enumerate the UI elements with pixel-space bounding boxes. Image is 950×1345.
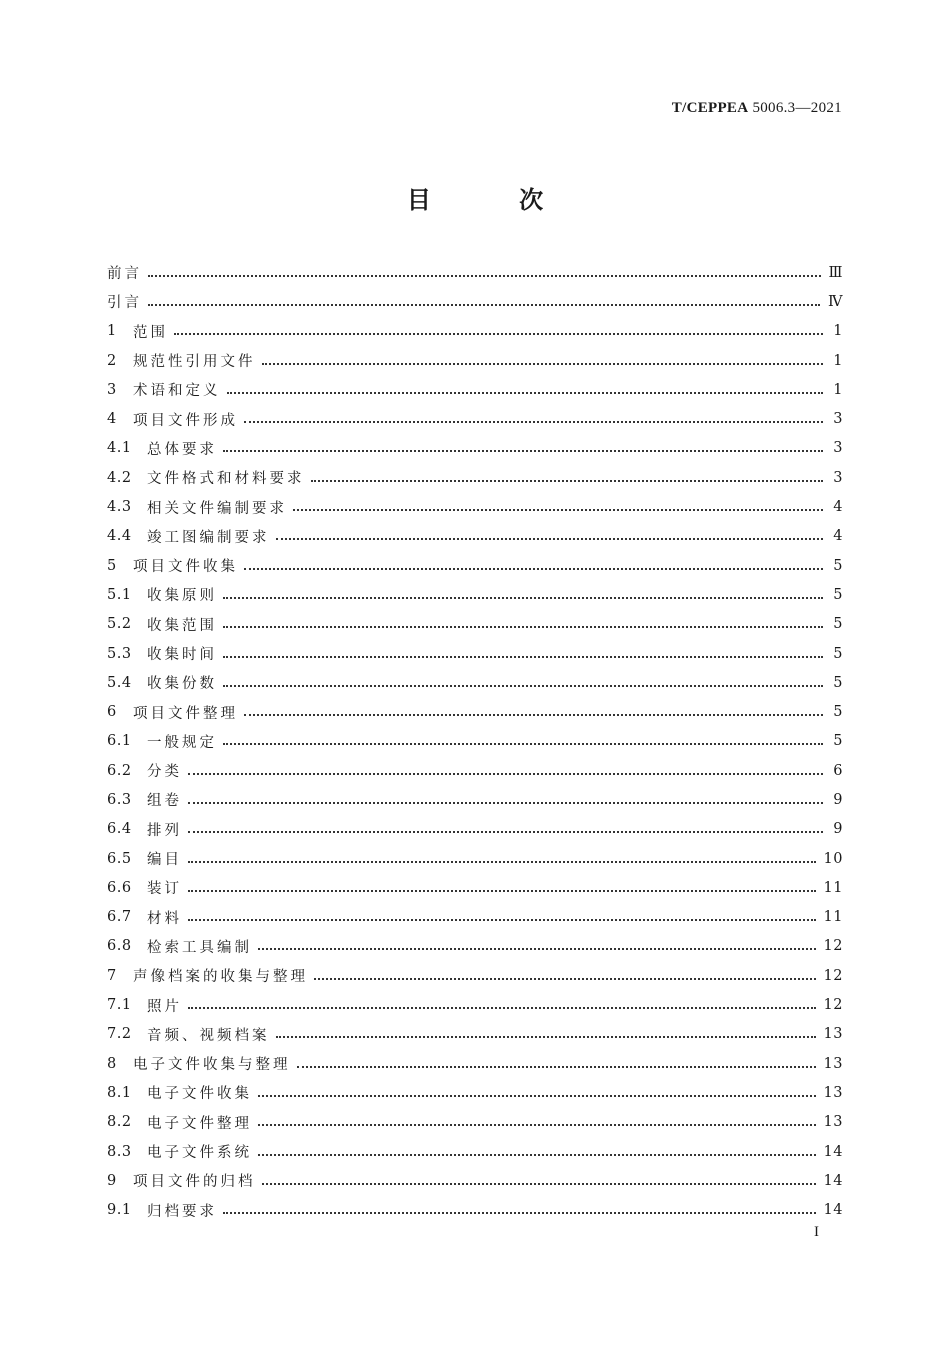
toc-entry-label: 材料 [147, 910, 182, 927]
toc-dot-leader [223, 1203, 816, 1217]
toc-entry[interactable] [107, 551, 843, 580]
toc-entry-page: 10 [823, 850, 843, 867]
toc-entry-page: 14 [823, 1202, 843, 1219]
toc-dot-leader [258, 1115, 816, 1129]
toc-entry[interactable] [107, 610, 843, 639]
toc-entry[interactable] [107, 1196, 843, 1225]
toc-entry-number: 4.3 [107, 499, 132, 516]
toc-entry-page: 5 [833, 616, 843, 633]
toc-entry-number: 6.7 [107, 909, 132, 926]
toc-entry-page: 13 [823, 1055, 843, 1072]
toc-entry-page: 5 [833, 586, 843, 603]
toc-entry-number: 5.3 [107, 645, 132, 662]
toc-dot-leader [262, 354, 824, 368]
toc-entry[interactable] [107, 1078, 843, 1107]
document-code-number: 5006.3—2021 [752, 100, 842, 116]
toc-entry[interactable] [107, 1137, 843, 1166]
toc-entry-number: 5.2 [107, 616, 132, 633]
toc-entry-label: 分类 [147, 764, 182, 781]
toc-entry-label: 收集时间 [147, 647, 217, 663]
toc-entry-label: 音频、视频档案 [147, 1027, 270, 1044]
toc-entry-label: 项目文件收集 [133, 559, 238, 576]
toc-entry-number: 8.3 [107, 1143, 132, 1160]
toc-entry-page: 13 [823, 1084, 843, 1101]
toc-dot-leader [314, 969, 816, 983]
toc-entry[interactable] [107, 785, 843, 814]
toc-dot-leader [262, 1174, 816, 1188]
toc-entry[interactable] [107, 1166, 843, 1195]
toc-entry-number: 6.5 [107, 850, 132, 867]
toc-entry[interactable] [107, 756, 843, 785]
toc-entry-page: 1 [833, 352, 843, 369]
toc-entry-label: 规范性引用文件 [133, 354, 256, 371]
toc-entry-number: 5.1 [107, 586, 132, 603]
toc-entry-page: 11 [823, 879, 843, 896]
toc-entry-label: 组卷 [147, 793, 182, 810]
toc-entry-label: 收集份数 [147, 676, 217, 693]
toc-entry-page: 1 [833, 323, 843, 340]
toc-entry-number: 1 [107, 323, 117, 340]
toc-entry-label: 竣工图编制要求 [147, 529, 270, 546]
table-of-contents [107, 258, 843, 1225]
document-code-prefix: T/CEPPEA [671, 100, 749, 116]
toc-entry-label: 归档要求 [147, 1203, 217, 1220]
toc-dot-leader [258, 1145, 816, 1159]
toc-entry-page: 3 [833, 440, 843, 457]
toc-entry-number: 7.2 [107, 1026, 132, 1043]
toc-dot-leader [276, 1027, 816, 1041]
toc-dot-leader [188, 822, 823, 836]
toc-entry-number: 6.8 [107, 938, 132, 955]
toc-entry-label: 电子文件系统 [147, 1145, 252, 1162]
toc-entry-page: 1 [833, 381, 843, 398]
toc-entry[interactable] [107, 1049, 843, 1078]
toc-dot-leader [258, 939, 816, 953]
toc-entry[interactable] [107, 346, 843, 375]
toc-entry-page: 5 [833, 645, 843, 662]
toc-dot-leader [244, 412, 823, 426]
toc-dot-leader [188, 764, 823, 778]
toc-entry-number: 4.2 [107, 469, 132, 486]
toc-entry[interactable] [107, 1108, 843, 1137]
toc-entry[interactable] [107, 492, 843, 521]
toc-dot-leader [188, 881, 816, 895]
toc-entry[interactable] [107, 932, 843, 961]
toc-entry[interactable] [107, 463, 843, 492]
toc-entry-label: 范围 [133, 324, 168, 341]
toc-entry[interactable] [107, 697, 843, 726]
toc-entry[interactable] [107, 1020, 843, 1049]
toc-entry-label: 一般规定 [147, 734, 217, 751]
toc-entry-page: 5 [833, 733, 843, 750]
toc-entry[interactable] [107, 903, 843, 932]
toc-entry-number: 6 [107, 704, 117, 721]
toc-entry-label: 收集原则 [147, 588, 217, 605]
toc-entry-number: 7 [107, 967, 117, 984]
toc-entry-page: 13 [823, 1114, 843, 1131]
toc-entry[interactable] [107, 522, 843, 551]
toc-entry[interactable] [107, 873, 843, 902]
toc-entry-number: 6.3 [107, 791, 132, 808]
toc-entry[interactable] [107, 258, 843, 287]
toc-entry[interactable] [107, 375, 843, 404]
toc-entry-label: 前言 [107, 266, 142, 283]
toc-entry[interactable] [107, 815, 843, 844]
toc-entry-number: 5.4 [107, 674, 132, 691]
toc-entry-number: 4.1 [107, 440, 132, 457]
toc-entry-page: 9 [833, 791, 843, 808]
toc-entry-number: 6.2 [107, 762, 132, 779]
toc-entry[interactable] [107, 639, 843, 668]
toc-entry[interactable] [107, 844, 843, 873]
toc-entry-label: 电子文件收集 [147, 1086, 252, 1103]
toc-dot-leader [223, 617, 823, 631]
toc-entry-label: 检索工具编制 [147, 939, 252, 956]
toc-dot-leader [223, 647, 823, 661]
toc-entry[interactable] [107, 990, 843, 1019]
toc-entry-number: 5 [107, 557, 117, 574]
toc-dot-leader [258, 1086, 816, 1100]
toc-entry-number: 7.1 [107, 997, 132, 1014]
toc-entry-page: 13 [823, 1026, 843, 1043]
toc-entry-label: 术语和定义 [133, 383, 221, 400]
toc-entry-number: 9.1 [107, 1202, 132, 1219]
toc-dot-leader [276, 529, 824, 543]
toc-dot-leader [148, 266, 821, 280]
toc-entry-label: 电子文件整理 [147, 1115, 252, 1132]
toc-dot-leader [227, 383, 824, 397]
toc-entry[interactable] [107, 668, 843, 697]
toc-entry-page: 14 [823, 1143, 843, 1160]
toc-entry-label: 收集范围 [147, 617, 217, 634]
toc-title: 目 次 [406, 186, 584, 214]
toc-entry[interactable] [107, 404, 843, 433]
toc-entry-number: 3 [107, 381, 117, 398]
toc-entry-label: 文件格式和材料要求 [147, 471, 305, 488]
toc-entry[interactable] [107, 580, 843, 609]
toc-entry-label: 项目文件形成 [133, 412, 238, 429]
toc-entry-page: 3 [833, 469, 843, 486]
toc-entry-label: 项目文件整理 [133, 705, 238, 722]
toc-dot-leader [188, 793, 823, 807]
toc-entry-page: 4 [833, 499, 843, 516]
toc-dot-leader [174, 324, 823, 338]
toc-entry-page: 5 [833, 557, 843, 574]
toc-dot-leader [223, 588, 823, 602]
toc-dot-leader [148, 295, 820, 309]
toc-entry-page: 12 [823, 997, 843, 1014]
toc-dot-leader [244, 705, 823, 719]
toc-entry-page: 4 [833, 528, 843, 545]
toc-entry-page: Ⅳ [828, 293, 843, 310]
toc-entry-page: 11 [823, 909, 843, 926]
toc-entry-number: 8.2 [107, 1114, 132, 1131]
toc-entry-label: 项目文件的归档 [133, 1174, 256, 1191]
toc-dot-leader [188, 852, 816, 866]
toc-dot-leader [244, 559, 823, 573]
toc-entry-page: 3 [833, 411, 843, 428]
toc-entry-label: 声像档案的收集与整理 [133, 969, 308, 986]
toc-entry-number: 4.4 [107, 528, 132, 545]
toc-entry-number: 2 [107, 352, 117, 369]
toc-entry-number: 9 [107, 1172, 117, 1189]
toc-entry-page: 12 [823, 938, 843, 955]
toc-entry[interactable] [107, 727, 843, 756]
toc-entry[interactable] [107, 961, 843, 990]
toc-entry-label: 排列 [147, 822, 182, 839]
toc-dot-leader [223, 734, 823, 748]
toc-entry[interactable] [107, 317, 843, 346]
toc-entry-number: 6.4 [107, 821, 132, 838]
toc-entry-page: 5 [833, 704, 843, 721]
toc-entry-page: 14 [823, 1172, 843, 1189]
toc-dot-leader [311, 471, 824, 485]
toc-entry-page: 5 [833, 674, 843, 691]
toc-entry-page: Ⅲ [828, 264, 843, 281]
toc-entry-page: 9 [833, 821, 843, 838]
toc-dot-leader [297, 1057, 816, 1071]
toc-entry-number: 6.1 [107, 733, 132, 750]
toc-entry[interactable] [107, 434, 843, 463]
toc-entry-label: 编目 [147, 852, 182, 869]
toc-dot-leader [188, 910, 816, 924]
toc-entry-label: 总体要求 [147, 441, 217, 458]
toc-entry-number: 4 [107, 411, 117, 428]
toc-dot-leader [223, 676, 823, 690]
toc-entry-page: 12 [823, 967, 843, 984]
toc-entry-label: 装订 [147, 881, 182, 898]
toc-dot-leader [188, 998, 816, 1012]
toc-dot-leader [223, 441, 823, 455]
page-number: I [814, 1224, 819, 1240]
toc-entry-number: 6.6 [107, 879, 132, 896]
toc-entry-label: 电子文件收集与整理 [133, 1057, 291, 1074]
toc-entry[interactable] [107, 287, 843, 316]
toc-dot-leader [293, 500, 823, 514]
toc-entry-page: 6 [833, 762, 843, 779]
toc-entry-number: 8.1 [107, 1084, 132, 1101]
toc-entry-label: 引言 [107, 295, 142, 312]
document-code [672, 100, 842, 117]
toc-entry-label: 照片 [147, 998, 182, 1015]
toc-entry-number: 8 [107, 1055, 117, 1072]
toc-entry-label: 相关文件编制要求 [147, 500, 287, 517]
